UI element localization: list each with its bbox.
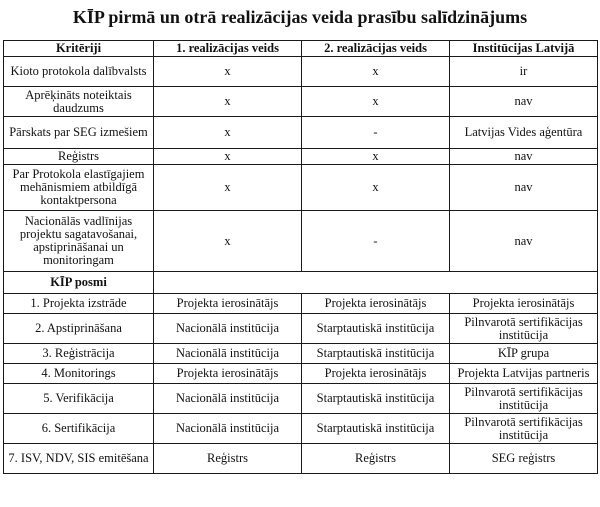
criterion-cell: Pārskats par SEG izmešiem <box>4 117 154 149</box>
section-label: KĪP posmi <box>4 272 154 294</box>
type-2-cell: x <box>302 87 450 117</box>
table-row <box>4 165 598 211</box>
column-header-type-1: 1. realizācijas veids <box>154 41 302 57</box>
stage-cell: 4. Monitorings <box>4 364 154 384</box>
type-2-cell: Starptautiskā institūcija <box>302 314 450 344</box>
institution-cell: Projekta ierosinātājs <box>450 294 598 314</box>
institution-cell: ir <box>450 57 598 87</box>
type-2-cell: Starptautiskā institūcija <box>302 414 450 444</box>
type-2-cell: x <box>302 149 450 165</box>
stage-cell: 3. Reģistrācija <box>4 344 154 364</box>
type-2-cell: Starptautiskā institūcija <box>302 344 450 364</box>
page-title: KĪP pirmā un otrā realizācijas veida prasību salīdzinājums <box>72 7 528 27</box>
column-header-criteria: Kritēriji <box>4 41 154 57</box>
institution-cell: Pilnvarotā sertifikācijas institūcija <box>450 414 598 444</box>
criterion-cell: Nacionālās vadlīnijas projektu sagatavošanai, apstiprināšanai un monitoringam <box>4 211 154 272</box>
institution-cell: Pilnvarotā sertifikācijas institūcija <box>450 384 598 414</box>
table-row <box>4 149 598 165</box>
section-empty-cell <box>154 272 598 294</box>
type-2-cell: - <box>302 117 450 149</box>
column-header-type-2: 2. realizācijas veids <box>302 41 450 57</box>
type-1-cell: x <box>154 211 302 272</box>
column-header-institutions: Institūcijas Latvijā <box>450 41 598 57</box>
institution-cell: SEG reģistrs <box>450 444 598 474</box>
criterion-cell: Kioto protokola dalībvalsts <box>4 57 154 87</box>
type-2-cell: Projekta ierosinātājs <box>302 364 450 384</box>
table-row <box>4 117 598 149</box>
table-row <box>4 364 598 384</box>
table-row <box>4 344 598 364</box>
institution-cell: nav <box>450 165 598 211</box>
type-2-cell: Starptautiskā institūcija <box>302 384 450 414</box>
table-row <box>4 414 598 444</box>
table-row <box>4 294 598 314</box>
institution-cell: Projekta Latvijas partneris <box>450 364 598 384</box>
criterion-cell: Par Protokola elastīgajiem mehānismiem atbildīgā kontaktpersona <box>4 165 154 211</box>
institution-cell: nav <box>450 149 598 165</box>
institution-cell: KĪP grupa <box>450 344 598 364</box>
table-row <box>4 444 598 474</box>
type-1-cell: x <box>154 165 302 211</box>
type-1-cell: Nacionālā institūcija <box>154 384 302 414</box>
stage-cell: 5. Verifikācija <box>4 384 154 414</box>
institution-cell: Pilnvarotā sertifikācijas institūcija <box>450 314 598 344</box>
table-row <box>4 384 598 414</box>
institution-cell: Latvijas Vides aģentūra <box>450 117 598 149</box>
criterion-cell: Aprēķināts noteiktais daudzums <box>4 87 154 117</box>
stage-cell: 1. Projekta izstrāde <box>4 294 154 314</box>
section-row <box>4 272 598 294</box>
comparison-table <box>3 40 598 474</box>
type-1-cell: Nacionālā institūcija <box>154 414 302 444</box>
type-1-cell: x <box>154 117 302 149</box>
stage-cell: 2. Apstiprināšana <box>4 314 154 344</box>
table-row <box>4 211 598 272</box>
type-2-cell: Projekta ierosinātājs <box>302 294 450 314</box>
type-1-cell: x <box>154 149 302 165</box>
criterion-cell: Reģistrs <box>4 149 154 165</box>
table-header-row <box>4 41 598 57</box>
table-row <box>4 87 598 117</box>
type-2-cell: x <box>302 57 450 87</box>
table-row <box>4 314 598 344</box>
table-row <box>4 57 598 87</box>
type-1-cell: Nacionālā institūcija <box>154 314 302 344</box>
institution-cell: nav <box>450 211 598 272</box>
stage-cell: 7. ISV, NDV, SIS emitēšana <box>4 444 154 474</box>
type-1-cell: Reģistrs <box>154 444 302 474</box>
type-1-cell: Nacionālā institūcija <box>154 344 302 364</box>
type-1-cell: x <box>154 87 302 117</box>
institution-cell: nav <box>450 87 598 117</box>
type-2-cell: Reģistrs <box>302 444 450 474</box>
stage-cell: 6. Sertifikācija <box>4 414 154 444</box>
type-1-cell: x <box>154 57 302 87</box>
type-2-cell: - <box>302 211 450 272</box>
type-2-cell: x <box>302 165 450 211</box>
type-1-cell: Projekta ierosinātājs <box>154 294 302 314</box>
type-1-cell: Projekta ierosinātājs <box>154 364 302 384</box>
